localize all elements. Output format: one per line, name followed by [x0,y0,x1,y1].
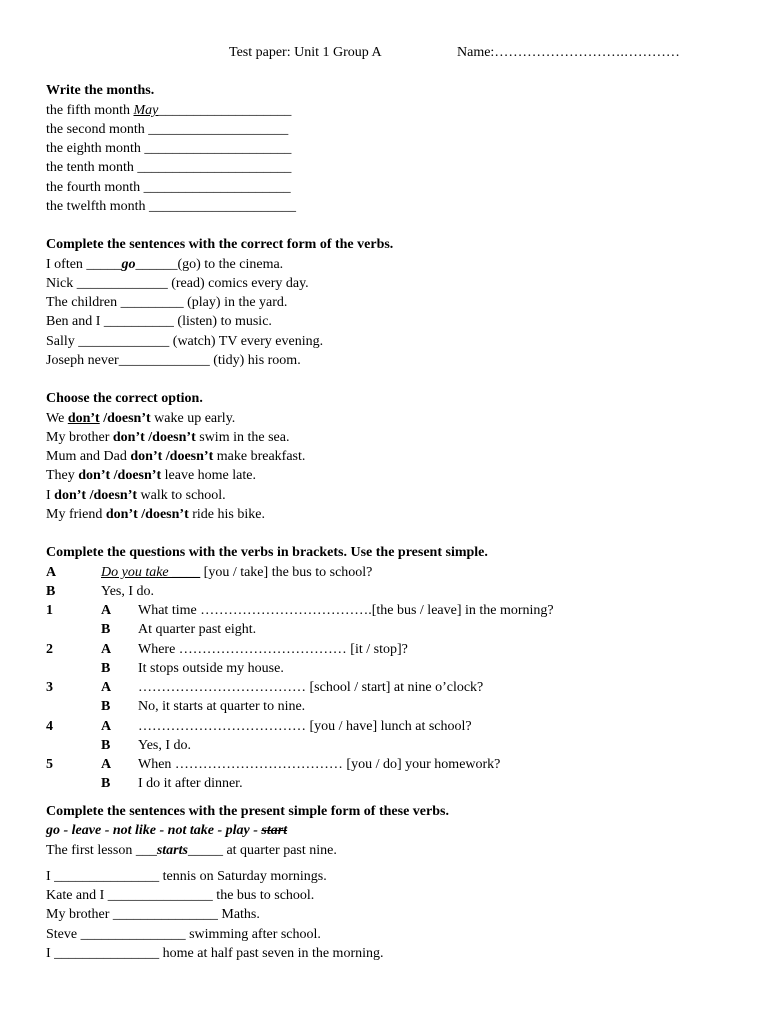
option-choice: don’t /doesn’t [130,449,214,464]
example-suffix: _____ at quarter past nine. [187,843,337,858]
option-prefix: Mum and Dad [46,449,131,464]
question-example [101,564,372,581]
month-prompt: the fifth month [46,103,130,118]
answer-example: Yes, I do. [101,584,155,599]
option-underlined: don’t [67,411,100,426]
option-suffix: ride his bike. [188,507,265,522]
month-blank: ___________________ [158,103,292,118]
month-prompt: the twelfth month [46,199,146,214]
verbs-heading: Complete the sentences with the correct form of the verbs. [46,237,394,252]
speaker-label: B [101,661,111,676]
verb-sentence: Nick _____________ (read) comics every day. [46,276,309,291]
example-answer: Do you take ____ [101,565,201,580]
option-prefix: We [46,411,68,426]
month-prompt: the second month [46,122,145,137]
test-title: Test paper: Unit 1 Group A [229,45,382,60]
speaker-label: A [101,680,112,695]
option-choice: don’t /doesn’t [112,430,196,445]
present-example [46,842,337,859]
verb-sentence: Joseph never_____________ (tidy) his room. [46,353,301,368]
word-bank-words: go - leave - not like - not take - play - [46,823,262,838]
verb-sentence: Sally _____________ (watch) TV every evening. [46,334,324,349]
question-text: Where ……………………………… [it / stop]? [138,642,408,657]
example-prefix: I often _____ [46,257,122,272]
option-choice: don’t /doesn’t [78,468,162,483]
speaker-label: B [46,584,56,599]
option-suffix: swim in the sea. [195,430,290,445]
questions-heading: Complete the questions with the verbs in brackets. Use the present simple. [46,545,488,560]
option-choice: don’t /doesn’t [105,507,189,522]
example-rest: [you / take] the bus to school? [200,565,373,580]
option-sentence [46,429,289,446]
speaker-label: B [101,699,111,714]
month-item [46,159,291,176]
name-field-label: Name:……………………….………… [457,45,680,60]
month-prompt: the eighth month [46,141,141,156]
example-answer: go [121,257,136,272]
month-prompt: the fourth month [46,180,141,195]
answer-text: It stops outside my house. [138,661,284,676]
example-suffix: ______(go) to the cinema. [135,257,284,272]
question-number: 5 [46,757,53,772]
month-blank: _____________________ [143,180,291,195]
verb-sentence: Ben and I __________ (listen) to music. [46,314,272,329]
answer-text: No, it starts at quarter to nine. [138,699,306,714]
option-suffix: leave home late. [161,468,256,483]
month-blank: ______________________ [137,160,292,175]
month-item [46,102,291,119]
example-answer: starts [156,843,188,858]
option-prefix: My brother [46,430,113,445]
option-prefix: I [46,488,55,503]
question-text: What time ……………………………….[the bus / leave] in the morning? [138,603,554,618]
month-blank: ____________________ [148,122,289,137]
month-prompt: the tenth month [46,160,134,175]
month-item [46,198,296,215]
month-item [46,179,291,196]
month-item [46,140,291,157]
question-text: ……………………………… [you / have] lunch at school? [138,719,472,734]
example-prefix: The first lesson ___ [46,843,157,858]
option-example [46,410,235,427]
answer-text: I do it after dinner. [138,776,243,791]
speaker-label: A [101,757,112,772]
option-sentence [46,448,305,465]
option-prefix: They [46,468,79,483]
question-number: 2 [46,642,53,657]
speaker-label: B [101,738,111,753]
question-text: ……………………………… [school / start] at nine o’clock? [138,680,484,695]
present-sentence: I _______________ home at half past seven in the morning. [46,946,384,961]
option-suffix: wake up early. [150,411,236,426]
word-bank-struck: start [261,823,288,838]
speaker-label: B [101,622,111,637]
question-number: 1 [46,603,53,618]
question-number: 4 [46,719,53,734]
option-heading: Choose the correct option. [46,391,203,406]
option-choice: don’t /doesn’t [54,488,138,503]
option-rest: /doesn’t [99,411,151,426]
speaker-label: A [101,603,112,618]
month-answer: May [133,103,159,118]
question-text: When ……………………………… [you / do] your homework? [138,757,501,772]
speaker-label: A [101,642,112,657]
option-sentence [46,506,265,523]
answer-text: Yes, I do. [138,738,192,753]
present-sentence: Kate and I _______________ the bus to school. [46,888,315,903]
speaker-label: A [101,719,112,734]
present-sentence: Steve _______________ swimming after school. [46,927,321,942]
option-prefix: My friend [46,507,106,522]
answer-text: At quarter past eight. [138,622,257,637]
option-sentence [46,467,256,484]
option-suffix: make breakfast. [213,449,306,464]
months-heading: Write the months. [46,83,155,98]
word-bank [46,822,287,839]
month-blank: _____________________ [144,141,292,156]
option-sentence [46,487,226,504]
present-sentence: I _______________ tennis on Saturday mornings. [46,869,327,884]
option-suffix: walk to school. [137,488,226,503]
month-blank: _____________________ [149,199,297,214]
speaker-label: B [101,776,111,791]
question-number: 3 [46,680,53,695]
verb-sentence: The children _________ (play) in the yard. [46,295,288,310]
present-sentence: My brother _______________ Maths. [46,907,260,922]
speaker-label: A [46,565,57,580]
present-heading: Complete the sentences with the present simple form of these verbs. [46,804,449,819]
month-item [46,121,288,138]
verbs-example [46,256,283,273]
